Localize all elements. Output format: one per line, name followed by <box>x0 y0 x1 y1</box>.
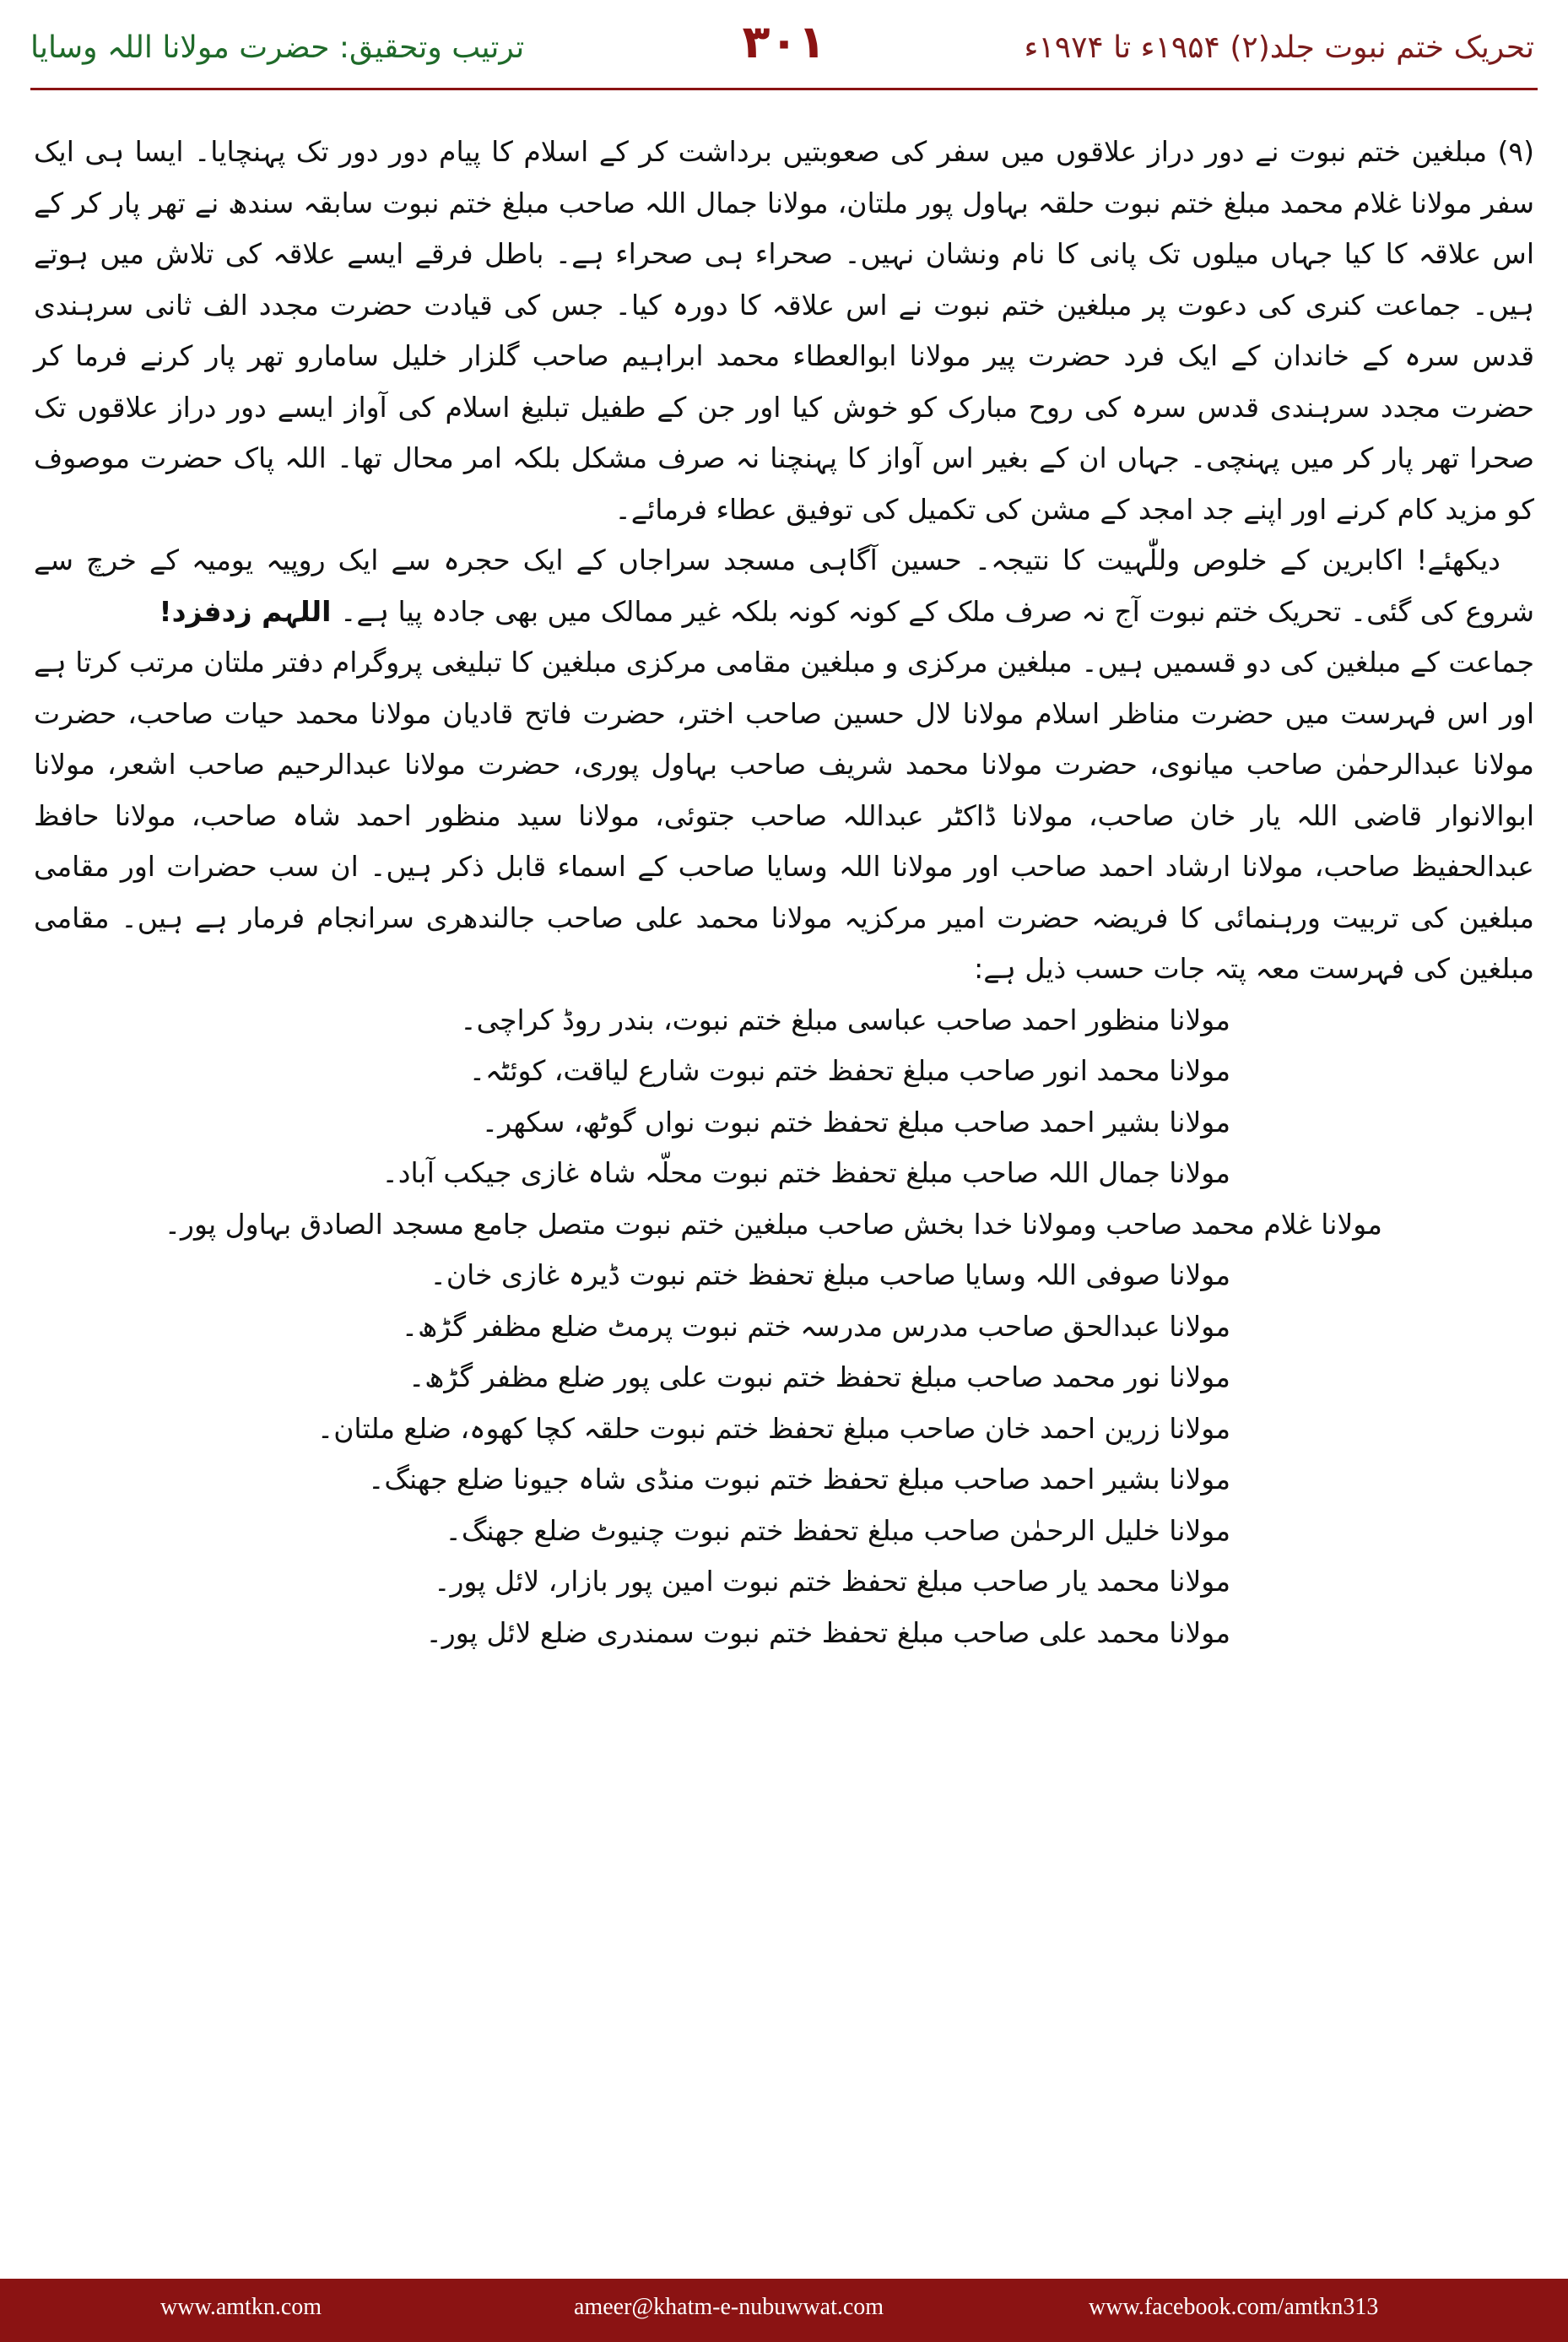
paragraph-movement-growth <box>34 535 1534 637</box>
list-item: مولانا نور محمد صاحب مبلغ تحفظ ختم نبوت علی پور ضلع مظفر گڑھ۔ <box>408 1360 1230 1393</box>
page-body <box>34 127 1534 1658</box>
list-item: مولانا صوفی اللہ وسایا صاحب مبلغ تحفظ ختم نبوت ڈیرہ غازی خان۔ <box>430 1258 1230 1291</box>
page-footer <box>0 2279 1568 2342</box>
prayer-phrase: اللہم زدفزد! <box>159 594 332 628</box>
local-preachers-list <box>34 995 1534 1659</box>
compiler-credit: ترتیب وتحقیق: حضرت مولانا اللہ وسایا <box>30 30 525 65</box>
list-item: مولانا جمال اللہ صاحب مبلغ تحفظ ختم نبوت محلّہ شاہ غازی جیکب آباد۔ <box>381 1156 1230 1189</box>
list-item: مولانا عبدالحق صاحب مدرس مدرسہ ختم نبوت پرمٹ ضلع مظفر گڑھ۔ <box>401 1309 1230 1343</box>
book-title: تحریک ختم نبوت جلد(۲) ۱۹۵۴ء تا ۱۹۷۴ء <box>1024 30 1534 65</box>
list-item: مولانا محمد یار صاحب مبلغ تحفظ ختم نبوت امین پور بازار، لائل پور۔ <box>434 1565 1230 1598</box>
page-header <box>0 0 1568 93</box>
list-item: مولانا محمد علی صاحب مبلغ تحفظ ختم نبوت سمندری ضلع لائل پور۔ <box>425 1615 1230 1649</box>
page-number: ۳۰۱ <box>742 15 826 68</box>
paragraph-preachers-journey: (۹) مبلغین ختم نبوت نے دور دراز علاقوں میں سفر کی صعوبتیں برداشت کر کے اسلام کا پیام دور دور تک پہنچایا۔ ایسا ہی ایک سفر مولانا غلام محمد مبلغ ختم نبوت حلقہ بہاول پور ملتان، مولانا جمال اللہ صاحب مبلغ ختم نبوت سابقہ سندھ نے تھر پار کر کے اس علاقہ کا کیا جہاں میلوں تک پانی کا نام ونشان نہیں۔ صحراء ہی صحراء ہے۔ باطل فرقے ایسے علاقہ کی تلاش میں ہوتے ہیں۔ جماعت کنری کی دعوت پر مبلغین ختم نبوت نے اس علاقہ کا دورہ کیا۔ جس کی قیادت حضرت مجدد الف ثانی سرہندی قدس سرہ کے خاندان کے ایک فرد حضرت پیر مولانا ابوالعطاء محمد ابراہیم صاحب گلزار خلیل سامارو تھر پار کرنے فرما کر حضرت مجدد سرہندی قدس سرہ کی روح مبارک کو خوش کیا اور جن کے طفیل تبلیغ اسلام کی آواز ایسے دور دراز علاقوں تک صحرا تھر پار کر میں پہنچی۔ جہاں ان کے بغیر اس آواز کا پہنچنا نہ صرف مشکل بلکہ امر محال تھا۔ اللہ پاک حضرت موصوف کو مزید کام کرنے اور اپنے جد امجد کے مشن کی تکمیل کی توفیق عطاء فرمائے۔ <box>34 135 1534 526</box>
header-divider <box>30 88 1538 90</box>
list-item: مولانا غلام محمد صاحب ومولانا خدا بخش صاحب مبلغین ختم نبوت متصل جامع مسجد الصادق بہاول پور۔ <box>164 1207 1382 1241</box>
list-item: مولانا خلیل الرحمٰن صاحب مبلغ تحفظ ختم نبوت چنیوٹ ضلع جھنگ۔ <box>445 1513 1230 1547</box>
website-link[interactable]: www.amtkn.com <box>160 2294 322 2320</box>
facebook-link[interactable]: www.facebook.com/amtkn313 <box>1089 2294 1379 2320</box>
email-link[interactable]: ameer@khatm-e-nubuwwat.com <box>574 2294 884 2320</box>
list-item: مولانا زرین احمد خان صاحب مبلغ تحفظ ختم نبوت حلقہ کچا کھوہ، ضلع ملتان۔ <box>316 1411 1230 1445</box>
list-item: مولانا محمد انور صاحب مبلغ تحفظ ختم نبوت شارع لیاقت، کوئٹہ۔ <box>468 1054 1230 1087</box>
list-item: مولانا بشیر احمد صاحب مبلغ تحفظ ختم نبوت نواں گوٹھ، سکھر۔ <box>481 1105 1230 1139</box>
list-item: مولانا بشیر احمد صاحب مبلغ تحفظ ختم نبوت منڈی شاہ جیونا ضلع جھنگ۔ <box>368 1463 1230 1496</box>
list-item: مولانا منظور احمد صاحب عباسی مبلغ ختم نبوت، بندر روڈ کراچی۔ <box>460 1003 1230 1036</box>
paragraph-preacher-types: جماعت کے مبلغین کی دو قسمیں ہیں۔ مبلغین مرکزی و مبلغین مقامی مرکزی مبلغین کا تبلیغی پروگرام دفتر ملتان مرتب کرتا ہے اور اس فہرست میں حضرت مناظر اسلام مولانا لال حسین صاحب اختر، حضرت فاتح قادیان مولانا محمد حیات صاحب، حضرت مولانا عبدالرحمٰن صاحب میانوی، حضرت مولانا محمد شریف صاحب بہاول پوری، حضرت مولانا عبدالرحیم صاحب اشعر، مولانا ابوالانوار قاضی اللہ یار خان صاحب، مولانا ڈاکٹر عبداللہ صاحب جتوئی، مولانا سید منظور احمد شاہ صاحب، مولانا حافظ عبدالحفیظ صاحب، مولانا ارشاد احمد صاحب اور مولانا اللہ وسایا صاحب کے اسماء قابل ذکر ہیں۔ ان سب حضرات اور مقامی مبلغین کی تربیت ورہنمائی کا فریضہ حضرت امیر مرکزیہ مولانا محمد علی صاحب جالندھری سرانجام فرمار ہے ہیں۔ مقامی مبلغین کی فہرست معہ پتہ جات حسب ذیل ہے: <box>34 646 1534 985</box>
paragraph-movement-text: دیکھئے! اکابرین کے خلوص وللّٰہیت کا نتیجہ۔ حسین آگاہی مسجد سراجاں کے ایک حجرہ سے ایک روپیہ یومیہ کے خرچ سے شروع کی گئی۔ تحریک ختم نبوت آج نہ صرف ملک کے کونہ کونہ بلکہ غیر ممالک میں بھی جادہ پیا ہے۔ <box>34 544 1534 628</box>
